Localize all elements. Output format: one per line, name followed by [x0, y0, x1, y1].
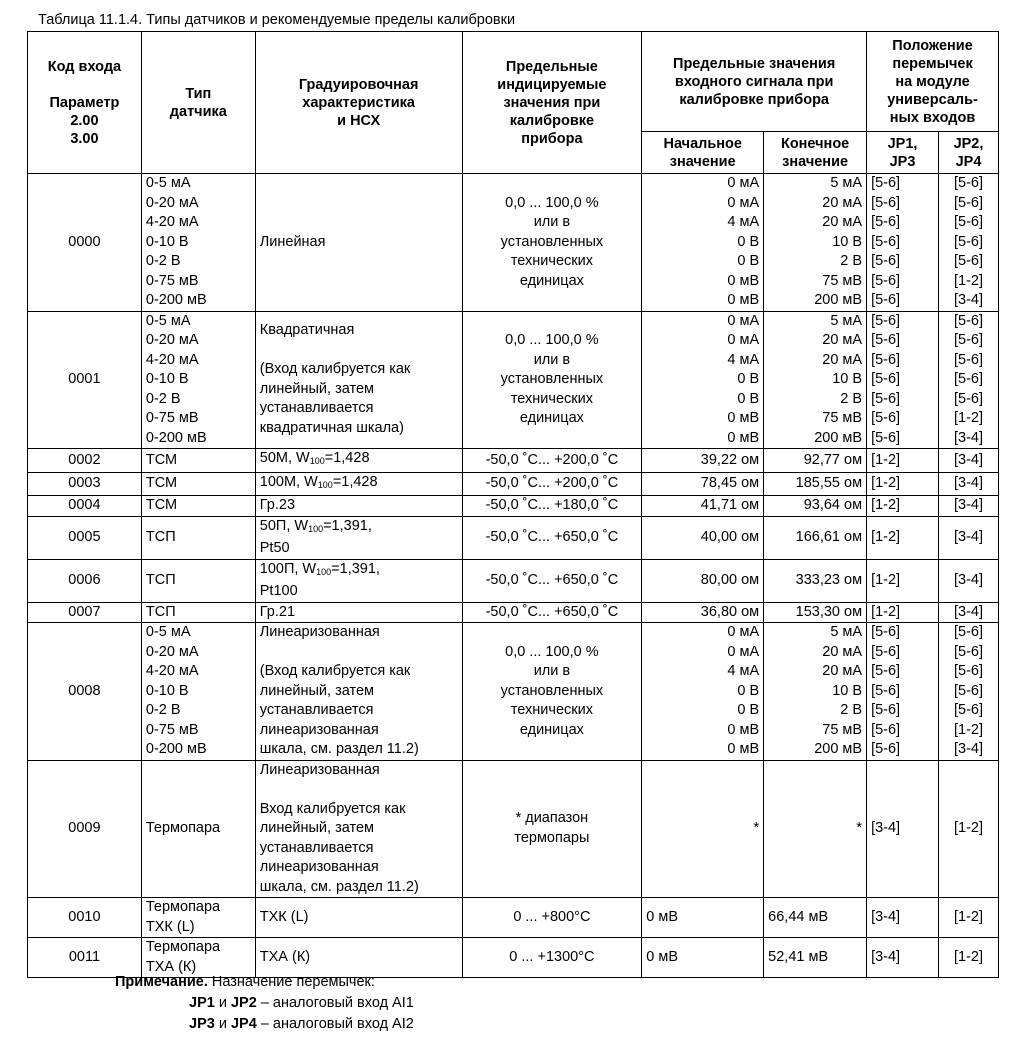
cell-code: 0010: [28, 898, 142, 938]
footnote-line-1: JP1 и JP2 – аналоговый вход AI1: [189, 995, 414, 1011]
cell-code: 0006: [28, 559, 142, 602]
cell-sensor: ТСП: [141, 602, 255, 623]
table-row: [28, 516, 999, 559]
cell-display: -50,0 ˚C... +200,0 ˚C: [462, 449, 642, 473]
cell-start: 0 мВ: [642, 898, 764, 938]
cell-jp24: [3-4]: [938, 472, 998, 496]
cell-display: -50,0 ˚C... +200,0 ˚C: [462, 472, 642, 496]
cell-sensor: ТСП: [141, 559, 255, 602]
cell-end: 333,23 ом: [764, 559, 867, 602]
cell-start: 0 мВ: [642, 938, 764, 978]
footnote-line-2: JP3 и JP4 – аналоговый вход AI2: [189, 1016, 414, 1032]
cell-characteristic: 50М, $W_{100}=1,428$: [255, 449, 462, 473]
cell-display: -50,0 ˚C... +650,0 ˚C: [462, 602, 642, 623]
table-row: [28, 311, 999, 449]
cell-jp13: [5-6] [5-6] [5-6] [5-6] [5-6] [5-6] [5-6]: [867, 623, 939, 761]
cell-display: 0,0 ... 100,0 % или в установленных технических единицах: [462, 311, 642, 449]
footnote: [115, 972, 414, 1035]
table-row: [28, 898, 999, 938]
cell-jp13: [1-2]: [867, 516, 939, 559]
cell-characteristic: 100М, $W_{100}=1,428$: [255, 472, 462, 496]
cell-start: 0 мА 0 мА 4 мА 0 В 0 В 0 мВ 0 мВ: [642, 311, 764, 449]
header-jumpers: Положение перемычек на модуле универсаль- ных входов: [867, 32, 999, 132]
cell-end: 5 мА 20 мА 20 мА 10 В 2 В 75 мВ 200 мВ: [764, 174, 867, 312]
cell-characteristic: 100П, $W_{100}=1,391$, Pt100: [255, 559, 462, 602]
table-row: [28, 559, 999, 602]
cell-code: 0002: [28, 449, 142, 473]
cell-display: * диапазон термопары: [462, 760, 642, 898]
cell-jp13: [3-4]: [867, 938, 939, 978]
cell-display: 0,0 ... 100,0 % или в установленных технических единицах: [462, 623, 642, 761]
header-display-limits: Предельные индицируемые значения при калибровке прибора: [462, 32, 642, 174]
cell-start: 0 мА 0 мА 4 мА 0 В 0 В 0 мВ 0 мВ: [642, 623, 764, 761]
table-row: [28, 623, 999, 761]
cell-jp24: [1-2]: [938, 938, 998, 978]
table-caption: Таблица 11.1.4. Типы датчиков и рекомендуемые пределы калибровки: [38, 12, 516, 28]
header-jp24: JP2, JP4: [938, 132, 998, 174]
cell-sensor: 0-5 мА 0-20 мА 4-20 мА 0-10 В 0-2 В 0-75 мВ 0-200 мВ: [141, 623, 255, 761]
cell-end: 5 мА 20 мА 20 мА 10 В 2 В 75 мВ 200 мВ: [764, 623, 867, 761]
cell-characteristic: Квадратичная (Вход калибруется как линейный, затем устанавливается квадратичная шкала): [255, 311, 462, 449]
header-sensor: Тип датчика: [141, 32, 255, 174]
cell-characteristic: ТХА (К): [255, 938, 462, 978]
table-row: [28, 449, 999, 473]
header-signal-limits: Предельные значения входного сигнала при калибровке прибора: [642, 32, 867, 132]
cell-code: 0011: [28, 938, 142, 978]
cell-jp13: [1-2]: [867, 496, 939, 517]
cell-jp24: [3-4]: [938, 559, 998, 602]
cell-code: 0008: [28, 623, 142, 761]
cell-sensor: Термопара ТХК (L): [141, 898, 255, 938]
cell-sensor: 0-5 мА 0-20 мА 4-20 мА 0-10 В 0-2 В 0-75 мВ 0-200 мВ: [141, 311, 255, 449]
cell-jp13: [1-2]: [867, 472, 939, 496]
cell-display: 0 ... +1300°C: [462, 938, 642, 978]
cell-characteristic: Гр.21: [255, 602, 462, 623]
cell-sensor: ТСМ: [141, 496, 255, 517]
cell-start: 0 мА 0 мА 4 мА 0 В 0 В 0 мВ 0 мВ: [642, 174, 764, 312]
cell-code: 0003: [28, 472, 142, 496]
cell-code: 0000: [28, 174, 142, 312]
cell-jp24: [1-2]: [938, 898, 998, 938]
cell-display: -50,0 ˚C... +650,0 ˚C: [462, 516, 642, 559]
cell-display: 0 ... +800°C: [462, 898, 642, 938]
cell-jp13: [5-6] [5-6] [5-6] [5-6] [5-6] [5-6] [5-6]: [867, 311, 939, 449]
header-end: Конечное значение: [764, 132, 867, 174]
cell-end: 92,77 ом: [764, 449, 867, 473]
cell-jp13: [1-2]: [867, 449, 939, 473]
cell-characteristic: Линейная: [255, 174, 462, 312]
cell-characteristic: ТХК (L): [255, 898, 462, 938]
cell-code: 0004: [28, 496, 142, 517]
cell-display: 0,0 ... 100,0 % или в установленных технических единицах: [462, 174, 642, 312]
cell-characteristic: Линеаризованная (Вход калибруется как линейный, затем устанавливается линеаризованная шкала, см. раздел 11.2): [255, 623, 462, 761]
cell-sensor: Термопара: [141, 760, 255, 898]
cell-characteristic: Гр.23: [255, 496, 462, 517]
cell-start: *: [642, 760, 764, 898]
cell-display: -50,0 ˚C... +180,0 ˚C: [462, 496, 642, 517]
table-row: [28, 602, 999, 623]
cell-sensor: ТСМ: [141, 449, 255, 473]
cell-end: 185,55 ом: [764, 472, 867, 496]
cell-sensor: Термопара ТХА (К): [141, 938, 255, 978]
cell-sensor: ТСП: [141, 516, 255, 559]
cell-code: 0005: [28, 516, 142, 559]
cell-jp13: [1-2]: [867, 602, 939, 623]
cell-jp13: [1-2]: [867, 559, 939, 602]
header-jp13: JP1, JP3: [867, 132, 939, 174]
cell-start: 41,71 ом: [642, 496, 764, 517]
cell-jp24: [3-4]: [938, 602, 998, 623]
cell-end: 52,41 мВ: [764, 938, 867, 978]
header-characteristic: Градуировочная характеристика и НСХ: [255, 32, 462, 174]
cell-end: *: [764, 760, 867, 898]
footnote-heading: Примечание. Назначение перемычек:: [115, 974, 375, 990]
cell-start: 80,00 ом: [642, 559, 764, 602]
cell-end: 5 мА 20 мА 20 мА 10 В 2 В 75 мВ 200 мВ: [764, 311, 867, 449]
cell-characteristic: 50П, $W_{100}=1,391$, Pt50: [255, 516, 462, 559]
cell-code: 0009: [28, 760, 142, 898]
table-row: [28, 174, 999, 312]
cell-end: 93,64 ом: [764, 496, 867, 517]
cell-jp13: [3-4]: [867, 760, 939, 898]
cell-jp13: [3-4]: [867, 898, 939, 938]
cell-start: 78,45 ом: [642, 472, 764, 496]
cell-code: 0001: [28, 311, 142, 449]
cell-jp24: [5-6] [5-6] [5-6] [5-6] [5-6] [1-2] [3-4]: [938, 311, 998, 449]
cell-sensor: ТСМ: [141, 472, 255, 496]
cell-sensor: 0-5 мА 0-20 мА 4-20 мА 0-10 В 0-2 В 0-75 мВ 0-200 мВ: [141, 174, 255, 312]
cell-display: -50,0 ˚C... +650,0 ˚C: [462, 559, 642, 602]
cell-start: 36,80 ом: [642, 602, 764, 623]
cell-jp24: [3-4]: [938, 449, 998, 473]
table-row: [28, 760, 999, 898]
table-row: [28, 472, 999, 496]
cell-start: 39,22 ом: [642, 449, 764, 473]
cell-jp13: [5-6] [5-6] [5-6] [5-6] [5-6] [5-6] [5-6]: [867, 174, 939, 312]
cell-code: 0007: [28, 602, 142, 623]
cell-end: 153,30 ом: [764, 602, 867, 623]
cell-jp24: [3-4]: [938, 496, 998, 517]
cell-start: 40,00 ом: [642, 516, 764, 559]
header-start: Начальное значение: [642, 132, 764, 174]
sensor-types-table: [27, 31, 999, 978]
cell-jp24: [1-2]: [938, 760, 998, 898]
cell-jp24: [5-6] [5-6] [5-6] [5-6] [5-6] [1-2] [3-4]: [938, 174, 998, 312]
cell-characteristic: Линеаризованная Вход калибруется как линейный, затем устанавливается линеаризованная шкала, см. раздел 11.2): [255, 760, 462, 898]
header-code: Код входа Параметр 2.00 3.00: [28, 32, 142, 174]
cell-end: 166,61 ом: [764, 516, 867, 559]
cell-end: 66,44 мВ: [764, 898, 867, 938]
table-row: [28, 496, 999, 517]
cell-jp24: [5-6] [5-6] [5-6] [5-6] [5-6] [1-2] [3-4]: [938, 623, 998, 761]
cell-jp24: [3-4]: [938, 516, 998, 559]
